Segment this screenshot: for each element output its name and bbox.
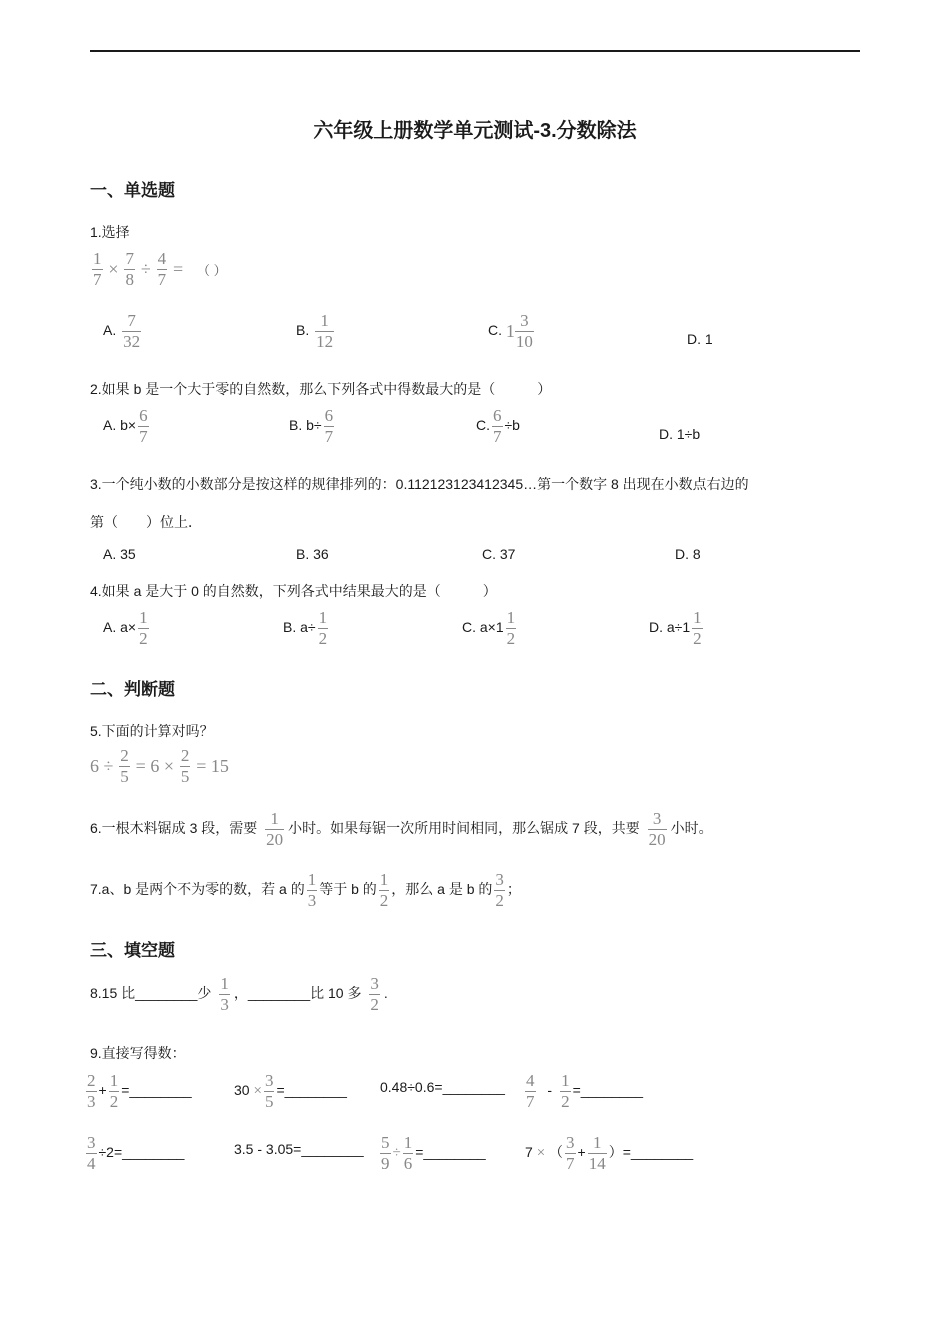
fraction: $\frac{1}{14}$	[588, 1133, 606, 1173]
q2-option-d[interactable]: D. 1÷b	[659, 426, 701, 442]
expr-part: 6 ÷	[90, 755, 114, 776]
fraction: $\frac{3}{7}$	[566, 1133, 575, 1173]
q1-option-a[interactable]	[103, 312, 143, 351]
q3-option-a[interactable]: A. 35	[103, 546, 136, 562]
fraction: $\frac{6}{7}$	[493, 406, 502, 446]
fraction: $\frac{1}{12}$	[316, 311, 334, 351]
answer-blank: （ ）	[197, 262, 227, 278]
q2-option-b[interactable]	[289, 407, 336, 446]
fraction: $\frac{5}{9}$	[381, 1133, 390, 1173]
fraction: $\frac{3}{10}$	[515, 311, 533, 351]
q9-r2-e4	[525, 1134, 693, 1173]
option-label: B.	[296, 322, 310, 339]
q9-r1-e4	[523, 1072, 643, 1111]
fraction: $\frac{6}{7}$	[324, 406, 334, 446]
fraction: $\frac{7}{8}$	[125, 249, 134, 289]
option-suffix: ÷b	[504, 417, 520, 434]
q9-r1-e3: 0.48÷0.6=________	[380, 1079, 505, 1095]
text: .	[383, 985, 388, 1002]
q4-option-d[interactable]	[649, 609, 705, 648]
q3-option-c[interactable]: C. 37	[482, 546, 516, 562]
q9-r2-e2: 3.5 - 3.05=________	[234, 1141, 364, 1157]
number: 30	[234, 1082, 250, 1099]
q9-r1-e2	[234, 1072, 347, 1111]
question-3-text-line2: 第（ ）位上．	[90, 514, 202, 530]
answer-blank: ÷2=________	[98, 1144, 185, 1161]
question-3-text-line1: 3.一个纯小数的小数部分是按这样的规律排列的：0.112123123412345…第一个数字 8 出现在小数点右边的	[90, 476, 749, 492]
question-1-text: 1.选择	[90, 224, 130, 240]
question-1-expression	[90, 250, 227, 289]
q2-option-c[interactable]	[476, 407, 520, 446]
q4-option-c[interactable]	[462, 609, 518, 648]
fraction: $\frac{1}{6}$	[403, 1133, 413, 1173]
text: 7.a、b 是两个不为零的数，若 a 的	[90, 881, 305, 898]
plus-sign: +	[98, 1082, 107, 1099]
question-2-text: 2.如果 b 是一个大于零的自然数，那么下列各式中得数最大的是（ ）	[90, 381, 552, 397]
page-title: 六年级上册数学单元测试-3.分数除法	[313, 120, 637, 142]
q2-option-a[interactable]	[103, 407, 151, 446]
question-5-expression	[90, 747, 229, 786]
answer-blank: =________	[276, 1082, 347, 1099]
section-heading-single-choice: 一、单选题	[90, 181, 175, 200]
fraction: $\frac{1}{2}$	[506, 608, 516, 648]
question-7	[90, 871, 521, 910]
fraction: $\frac{1}{2}$	[379, 870, 389, 910]
plus-sign: +	[577, 1144, 586, 1161]
question-6	[90, 810, 713, 849]
option-label: B. b÷	[289, 417, 322, 434]
fraction: $\frac{4}{7}$	[157, 249, 167, 289]
q9-r2-e1	[84, 1134, 184, 1173]
answer-blank: =________	[622, 1144, 694, 1161]
answer-blank: =________	[121, 1082, 192, 1099]
q9-r1-e1	[84, 1072, 192, 1111]
mixed-whole: 1	[505, 320, 515, 341]
option-label: B. a÷	[283, 619, 316, 636]
q4-option-b[interactable]	[283, 609, 330, 648]
divide-sign: ÷	[140, 258, 151, 279]
q4-option-a[interactable]	[103, 609, 151, 648]
expr-part: = 6 ×	[135, 755, 174, 776]
option-label: A.	[103, 322, 117, 339]
fraction: $\frac{3}{20}$	[648, 809, 666, 849]
fraction: $\frac{6}{7}$	[139, 406, 148, 446]
option-label: A. a×	[103, 619, 137, 636]
fraction: $\frac{2}{5}$	[120, 746, 129, 786]
fraction: $\frac{3}{2}$	[495, 870, 504, 910]
fraction: $\frac{1}{2}$	[139, 608, 148, 648]
answer-blank: =________	[572, 1082, 644, 1099]
fraction: $\frac{3}{4}$	[87, 1133, 96, 1173]
q3-option-d[interactable]: D. 8	[675, 546, 701, 562]
q1-option-b[interactable]	[296, 312, 336, 351]
left-paren: （	[549, 1144, 564, 1161]
question-9-text: 9.直接写得数：	[90, 1045, 186, 1061]
fraction: $\frac{7}{32}$	[123, 311, 141, 351]
text: 6.一根木料锯成 3 段，需要	[90, 820, 258, 837]
fraction: $\frac{4}{7}$	[526, 1071, 535, 1111]
option-label: C.	[488, 322, 502, 339]
section-heading-true-false: 二、判断题	[90, 680, 175, 699]
fraction: $\frac{3}{2}$	[370, 974, 379, 1014]
question-5-text: 5.下面的计算对吗？	[90, 723, 214, 739]
text: ；	[506, 881, 521, 898]
question-8	[90, 975, 388, 1014]
header-rule	[90, 50, 860, 52]
text: 小时。	[670, 820, 713, 837]
answer-blank: =________	[415, 1144, 486, 1161]
fraction: $\frac{1}{2}$	[693, 608, 702, 648]
option-label: D. a÷1	[649, 619, 691, 636]
number: 7	[525, 1144, 533, 1161]
fraction: $\frac{1}{7}$	[93, 249, 102, 289]
fraction: $\frac{1}{3}$	[307, 870, 317, 910]
right-paren: ）	[608, 1144, 623, 1161]
option-label: C. a×1	[462, 619, 504, 636]
times-sign: ×	[253, 1082, 262, 1099]
fraction: $\frac{1}{3}$	[220, 974, 229, 1014]
section-heading-fill-blank: 三、填空题	[90, 941, 175, 960]
text: 等于 b 的	[319, 881, 377, 898]
q1-option-c[interactable]	[488, 312, 536, 351]
text: ，________比 10 多	[233, 985, 362, 1002]
divide-sign: ÷	[392, 1144, 401, 1161]
fraction: $\frac{1}{20}$	[266, 809, 284, 849]
fraction: $\frac{3}{5}$	[264, 1071, 274, 1111]
fraction: $\frac{2}{5}$	[180, 746, 190, 786]
expr-part: = 15	[196, 755, 229, 776]
option-label: A. b×	[103, 417, 137, 434]
option-label: C.	[476, 417, 490, 434]
question-4-text: 4.如果 a 是大于 0 的自然数，下列各式中结果最大的是（ ）	[90, 583, 497, 599]
equals-sign: =	[173, 258, 184, 279]
q9-r2-e3	[378, 1134, 486, 1173]
times-sign: ×	[108, 258, 119, 279]
text: ，那么 a 是 b 的	[391, 881, 493, 898]
q1-option-d[interactable]: D. 1	[687, 331, 713, 347]
q3-option-b[interactable]: B. 36	[296, 546, 329, 562]
text: 小时。如果每锯一次所用时间相同，那么锯成 7 段，共要	[288, 820, 640, 837]
fraction: $\frac{1}{2}$	[318, 608, 328, 648]
fraction: $\frac{1}{2}$	[561, 1071, 570, 1111]
fraction: $\frac{2}{3}$	[87, 1071, 96, 1111]
fraction: $\frac{1}{2}$	[109, 1071, 119, 1111]
minus-sign: -	[547, 1082, 553, 1099]
times-sign: ×	[536, 1144, 546, 1161]
text: 8.15 比________少	[90, 985, 212, 1002]
